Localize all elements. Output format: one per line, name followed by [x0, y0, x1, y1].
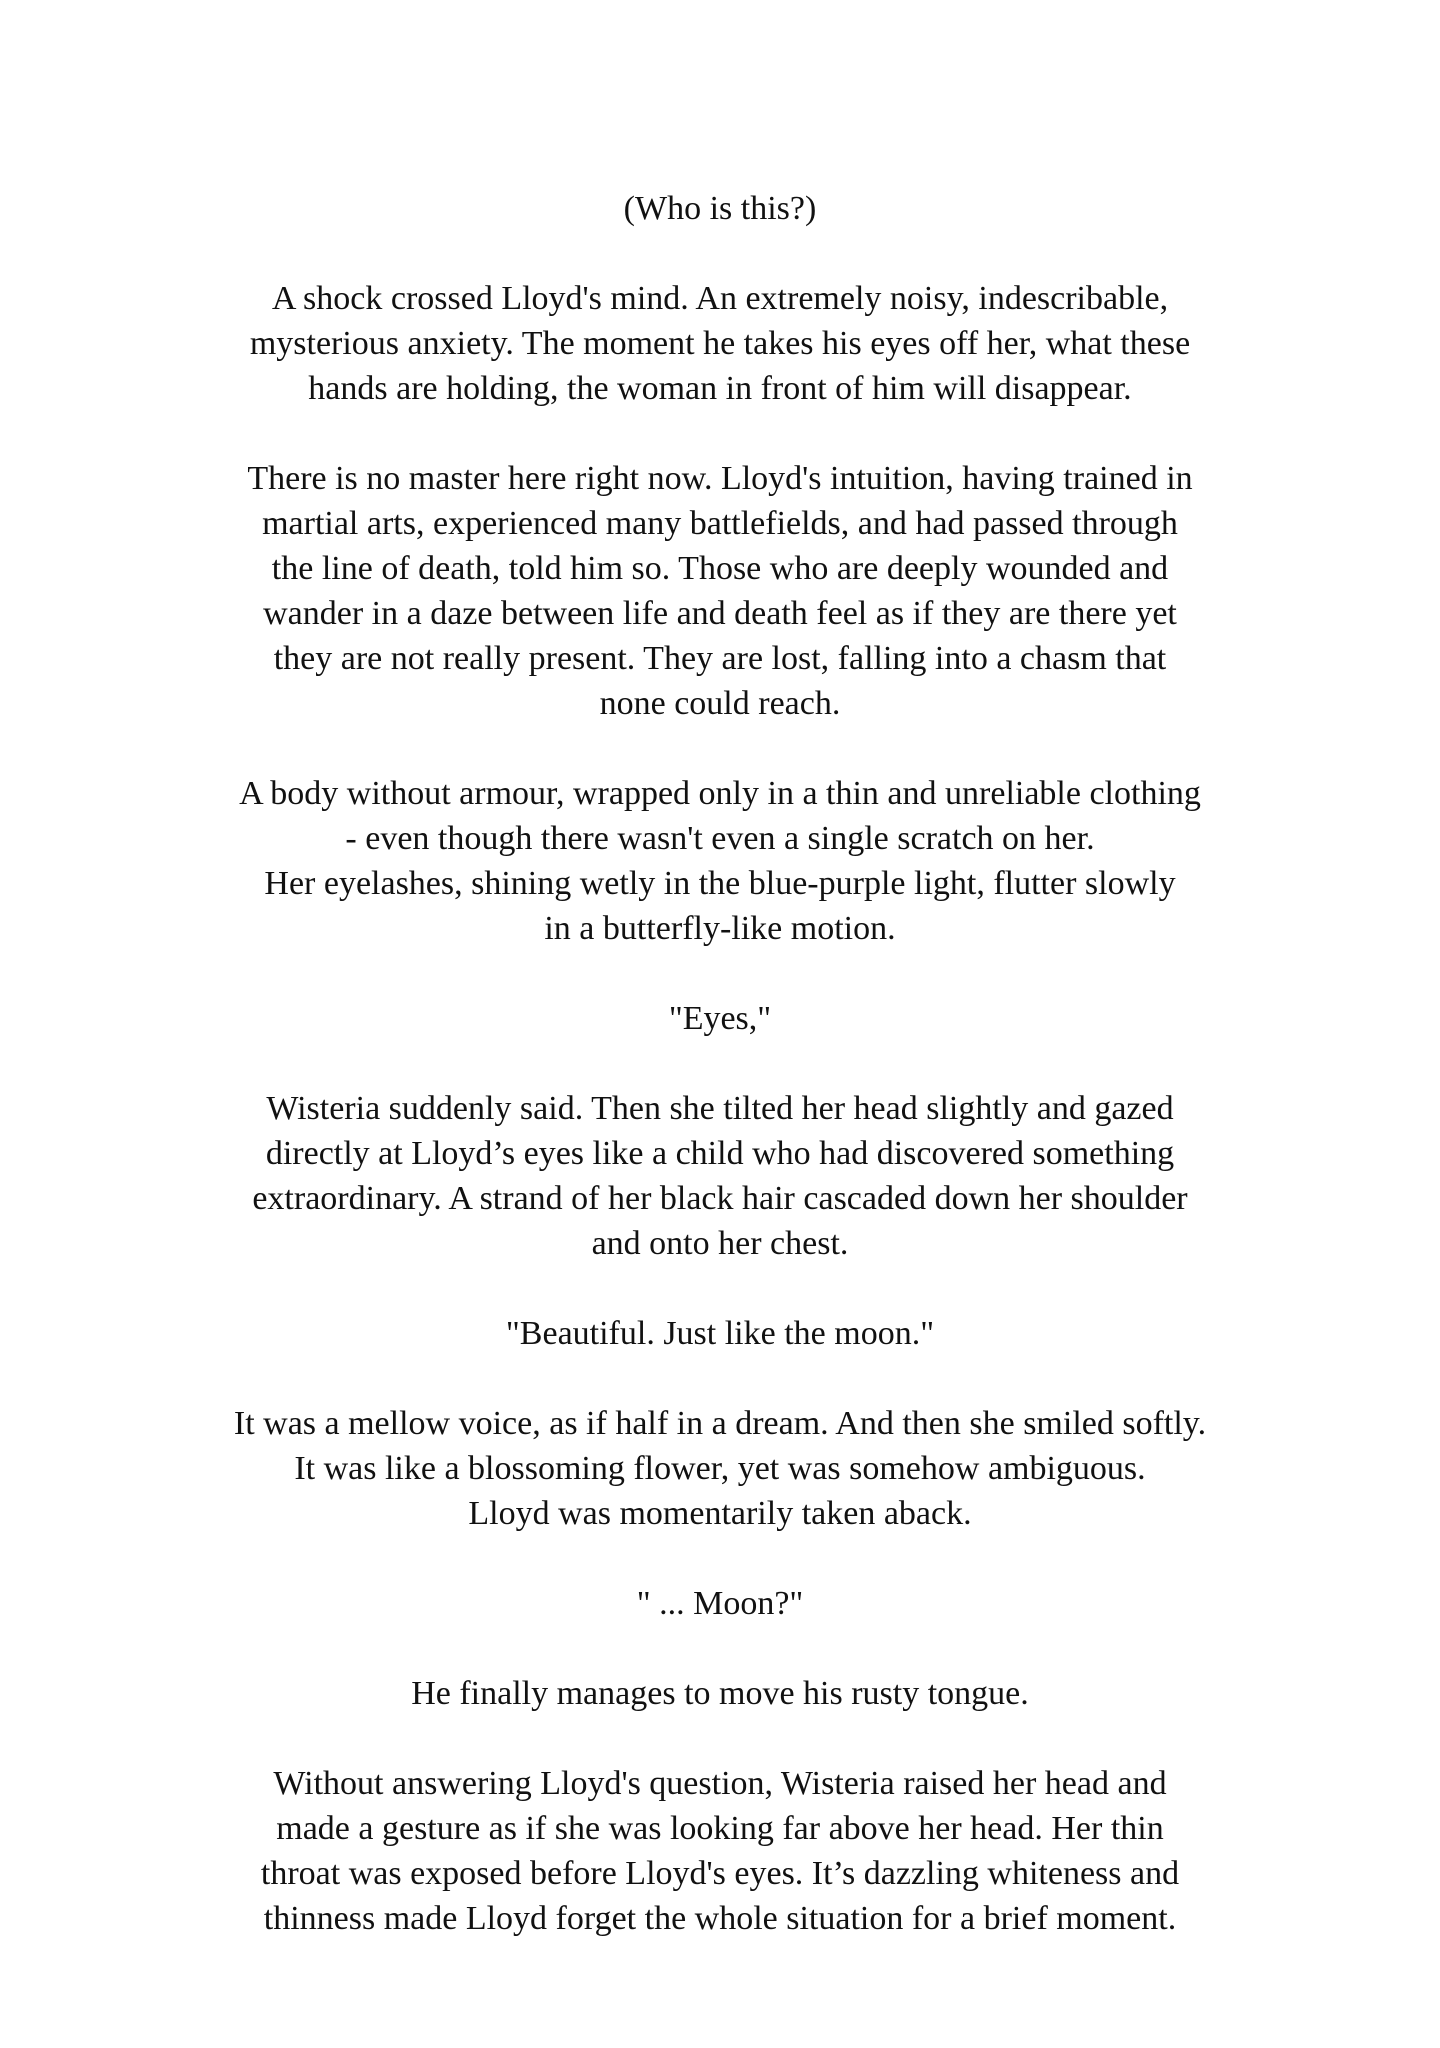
- text-line: (Who is this?): [623, 190, 817, 227]
- text-line: A body without armour, wrapped only in a thin and unreliable clothing: [239, 775, 1201, 812]
- text-line: directly at Lloyd’s eyes like a child who had discovered something: [265, 1135, 1175, 1172]
- text-line: Her eyelashes, shining wetly in the blue-purple light, flutter slowly: [264, 865, 1176, 902]
- paragraph-who-is-this: [80, 186, 1360, 231]
- paragraph-eyes-dialogue: [80, 996, 1360, 1041]
- text-line: martial arts, experienced many battlefields, and had passed through: [262, 505, 1178, 542]
- text-line: mysterious anxiety. The moment he takes his eyes off her, what these: [249, 325, 1191, 362]
- text-line: "Beautiful. Just like the moon.": [505, 1315, 935, 1352]
- paragraph-rusty-tongue: [80, 1671, 1360, 1716]
- text-line: the line of death, told him so. Those who are deeply wounded and: [271, 550, 1169, 587]
- text-line: and onto her chest.: [591, 1225, 849, 1262]
- text-line: Without answering Lloyd's question, Wisteria raised her head and: [273, 1765, 1167, 1802]
- text-line: they are not really present. They are lost, falling into a chasm that: [273, 640, 1167, 677]
- paragraph-body-without-armour: [80, 771, 1360, 951]
- text-line: in a butterfly-like motion.: [544, 910, 896, 947]
- text-line: "Eyes,": [668, 1000, 772, 1037]
- text-line: A shock crossed Lloyd's mind. An extremely noisy, indescribable,: [271, 280, 1169, 317]
- text-line: made a gesture as if she was looking far above her head. Her thin: [276, 1810, 1164, 1847]
- text-line: Wisteria suddenly said. Then she tilted her head slightly and gazed: [266, 1090, 1174, 1127]
- text-line: It was a mellow voice, as if half in a dream. And then she smiled softly.: [233, 1405, 1207, 1442]
- text-line: He finally manages to move his rusty tongue.: [411, 1675, 1029, 1712]
- paragraph-mellow-voice: [80, 1401, 1360, 1536]
- text-line: - even though there wasn't even a single scratch on her.: [345, 820, 1095, 857]
- paragraph-beautiful-dialogue: [80, 1311, 1360, 1356]
- text-line: Lloyd was momentarily taken aback.: [468, 1495, 972, 1532]
- paragraph-without-answering: [80, 1761, 1360, 1941]
- paragraph-shock: [80, 276, 1360, 411]
- paragraph-wisteria-said: [80, 1086, 1360, 1266]
- text-line: It was like a blossoming flower, yet was somehow ambiguous.: [294, 1450, 1146, 1487]
- text-line: wander in a daze between life and death feel as if they are there yet: [263, 595, 1177, 632]
- text-line: extraordinary. A strand of her black hair cascaded down her shoulder: [252, 1180, 1188, 1217]
- text-line: There is no master here right now. Lloyd's intuition, having trained in: [247, 460, 1193, 497]
- paragraph-moon-dialogue: [80, 1581, 1360, 1626]
- document-body: [80, 186, 1360, 1986]
- text-line: none could reach.: [599, 685, 841, 722]
- text-line: thinness made Lloyd forget the whole situation for a brief moment.: [263, 1900, 1177, 1937]
- text-line: " ... Moon?": [636, 1585, 804, 1622]
- text-line: hands are holding, the woman in front of him will disappear.: [308, 370, 1132, 407]
- paragraph-no-master: [80, 456, 1360, 726]
- text-line: throat was exposed before Lloyd's eyes. It’s dazzling whiteness and: [260, 1855, 1180, 1892]
